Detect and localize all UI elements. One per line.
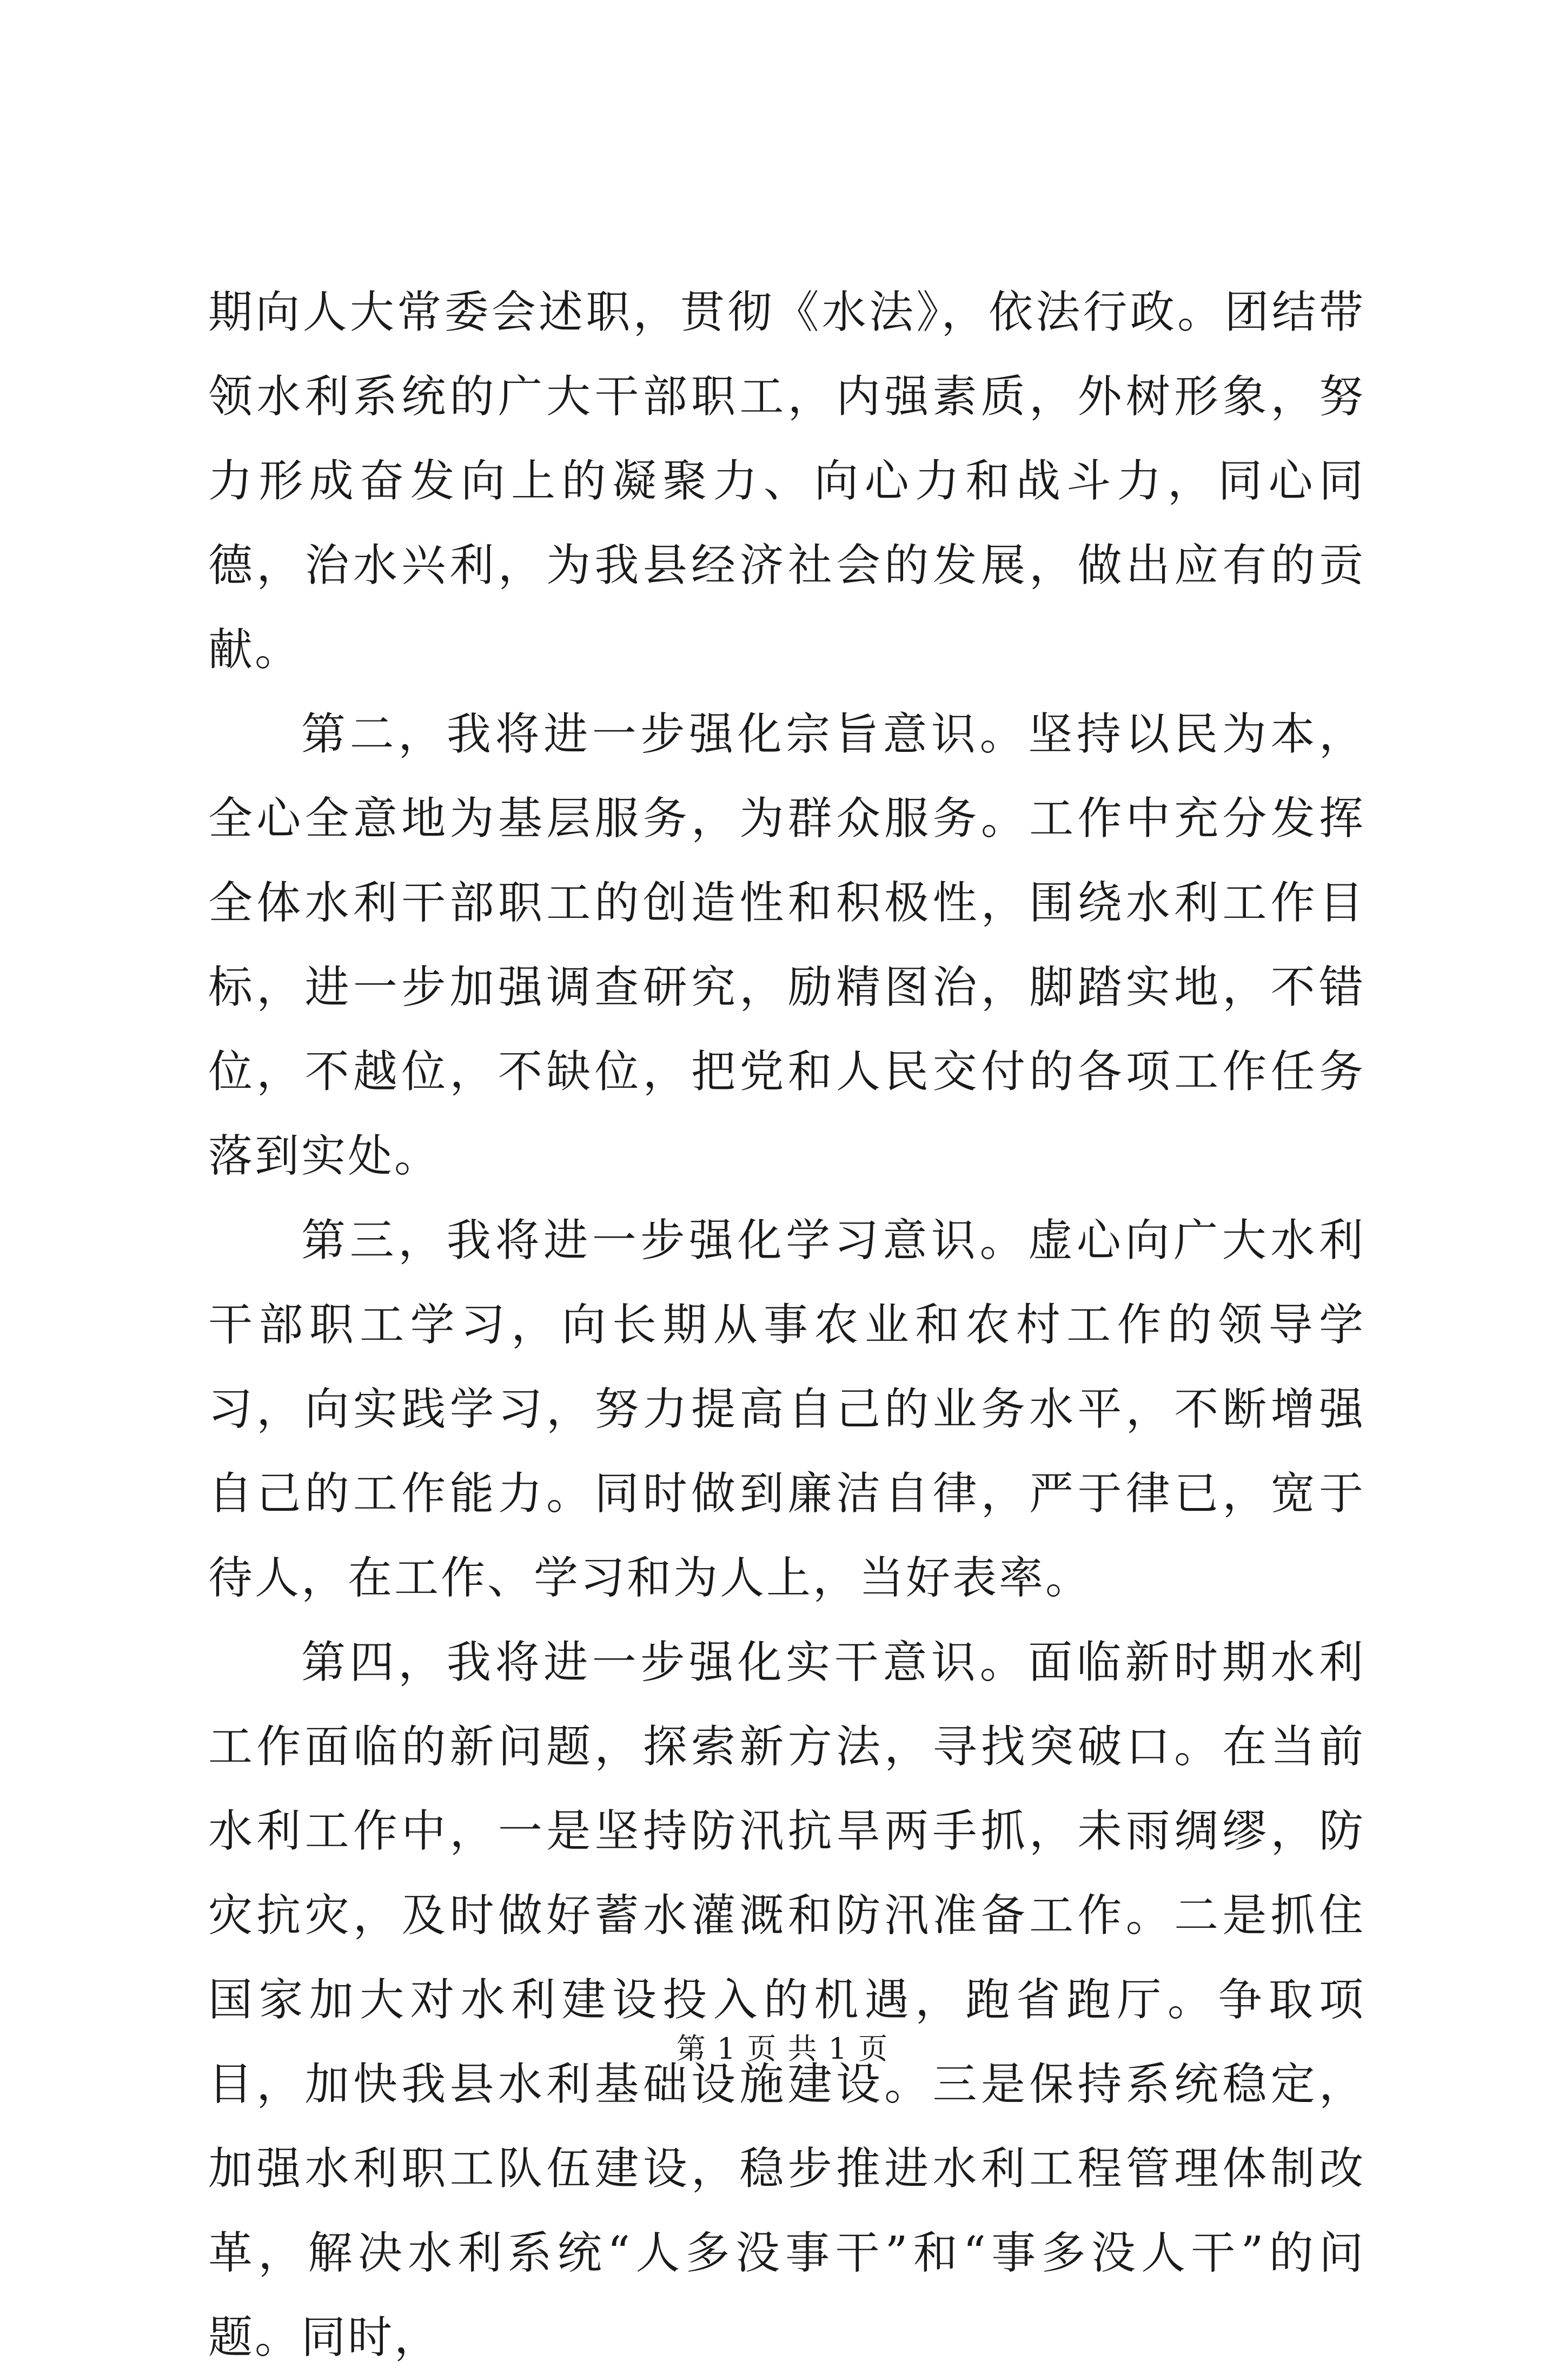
paragraph-3: 第三，我将进一步强化学习意识。虚心向广大水利干部职工学习，向长期从事农业和农村工作的领导学习，向实践学习，努力提高自己的业务水平，不断增强自己的工作能力。同时做到廉洁自律，严于律已，宽于待人，在工作、学习和为人上，当好表率。 — [208, 1215, 1365, 1604]
page-number-footer: 第 1 页 共 1 页 — [676, 2032, 889, 2066]
paragraph-1: 期向人大常委会述职，贯彻《水法》，依法行政。团结带领水利系统的广大干部职工，内强素质，外树形象，努力形成奋发向上的凝聚力、向心力和战斗力，同心同德，治水兴利，为我县经济社会的发展，做出应有的贡献。 — [208, 287, 1365, 676]
paragraph-2: 第二，我将进一步强化宗旨意识。坚持以民为本，全心全意地为基层服务，为群众服务。工作中充分发挥全体水利干部职工的创造性和积极性，围绕水利工作目标，进一步加强调查研究，励精图治，脚踏实地，不错位，不越位，不缺位，把党和人民交付的各项工作任务落到实处。 — [208, 709, 1365, 1182]
paragraph-4: 第四，我将进一步强化实干意识。面临新时期水利工作面临的新问题，探索新方法，寻找突破口。在当前水利工作中，一是坚持防汛抗旱两手抓，未雨绸缪，防灾抗灾，及时做好蓄水灌溉和防汛准备工作。二是抓住国家加大对水利建设投入的机遇，跑省跑厅。争取项目，加快我县水利基础设施建设。三是保持系统稳定，加强水利职工队伍建设，稳步推进水利工程管理体制改革，解决水利系统“人多没事干”和“事多没人干”的问题。同时， — [208, 1637, 1365, 2363]
